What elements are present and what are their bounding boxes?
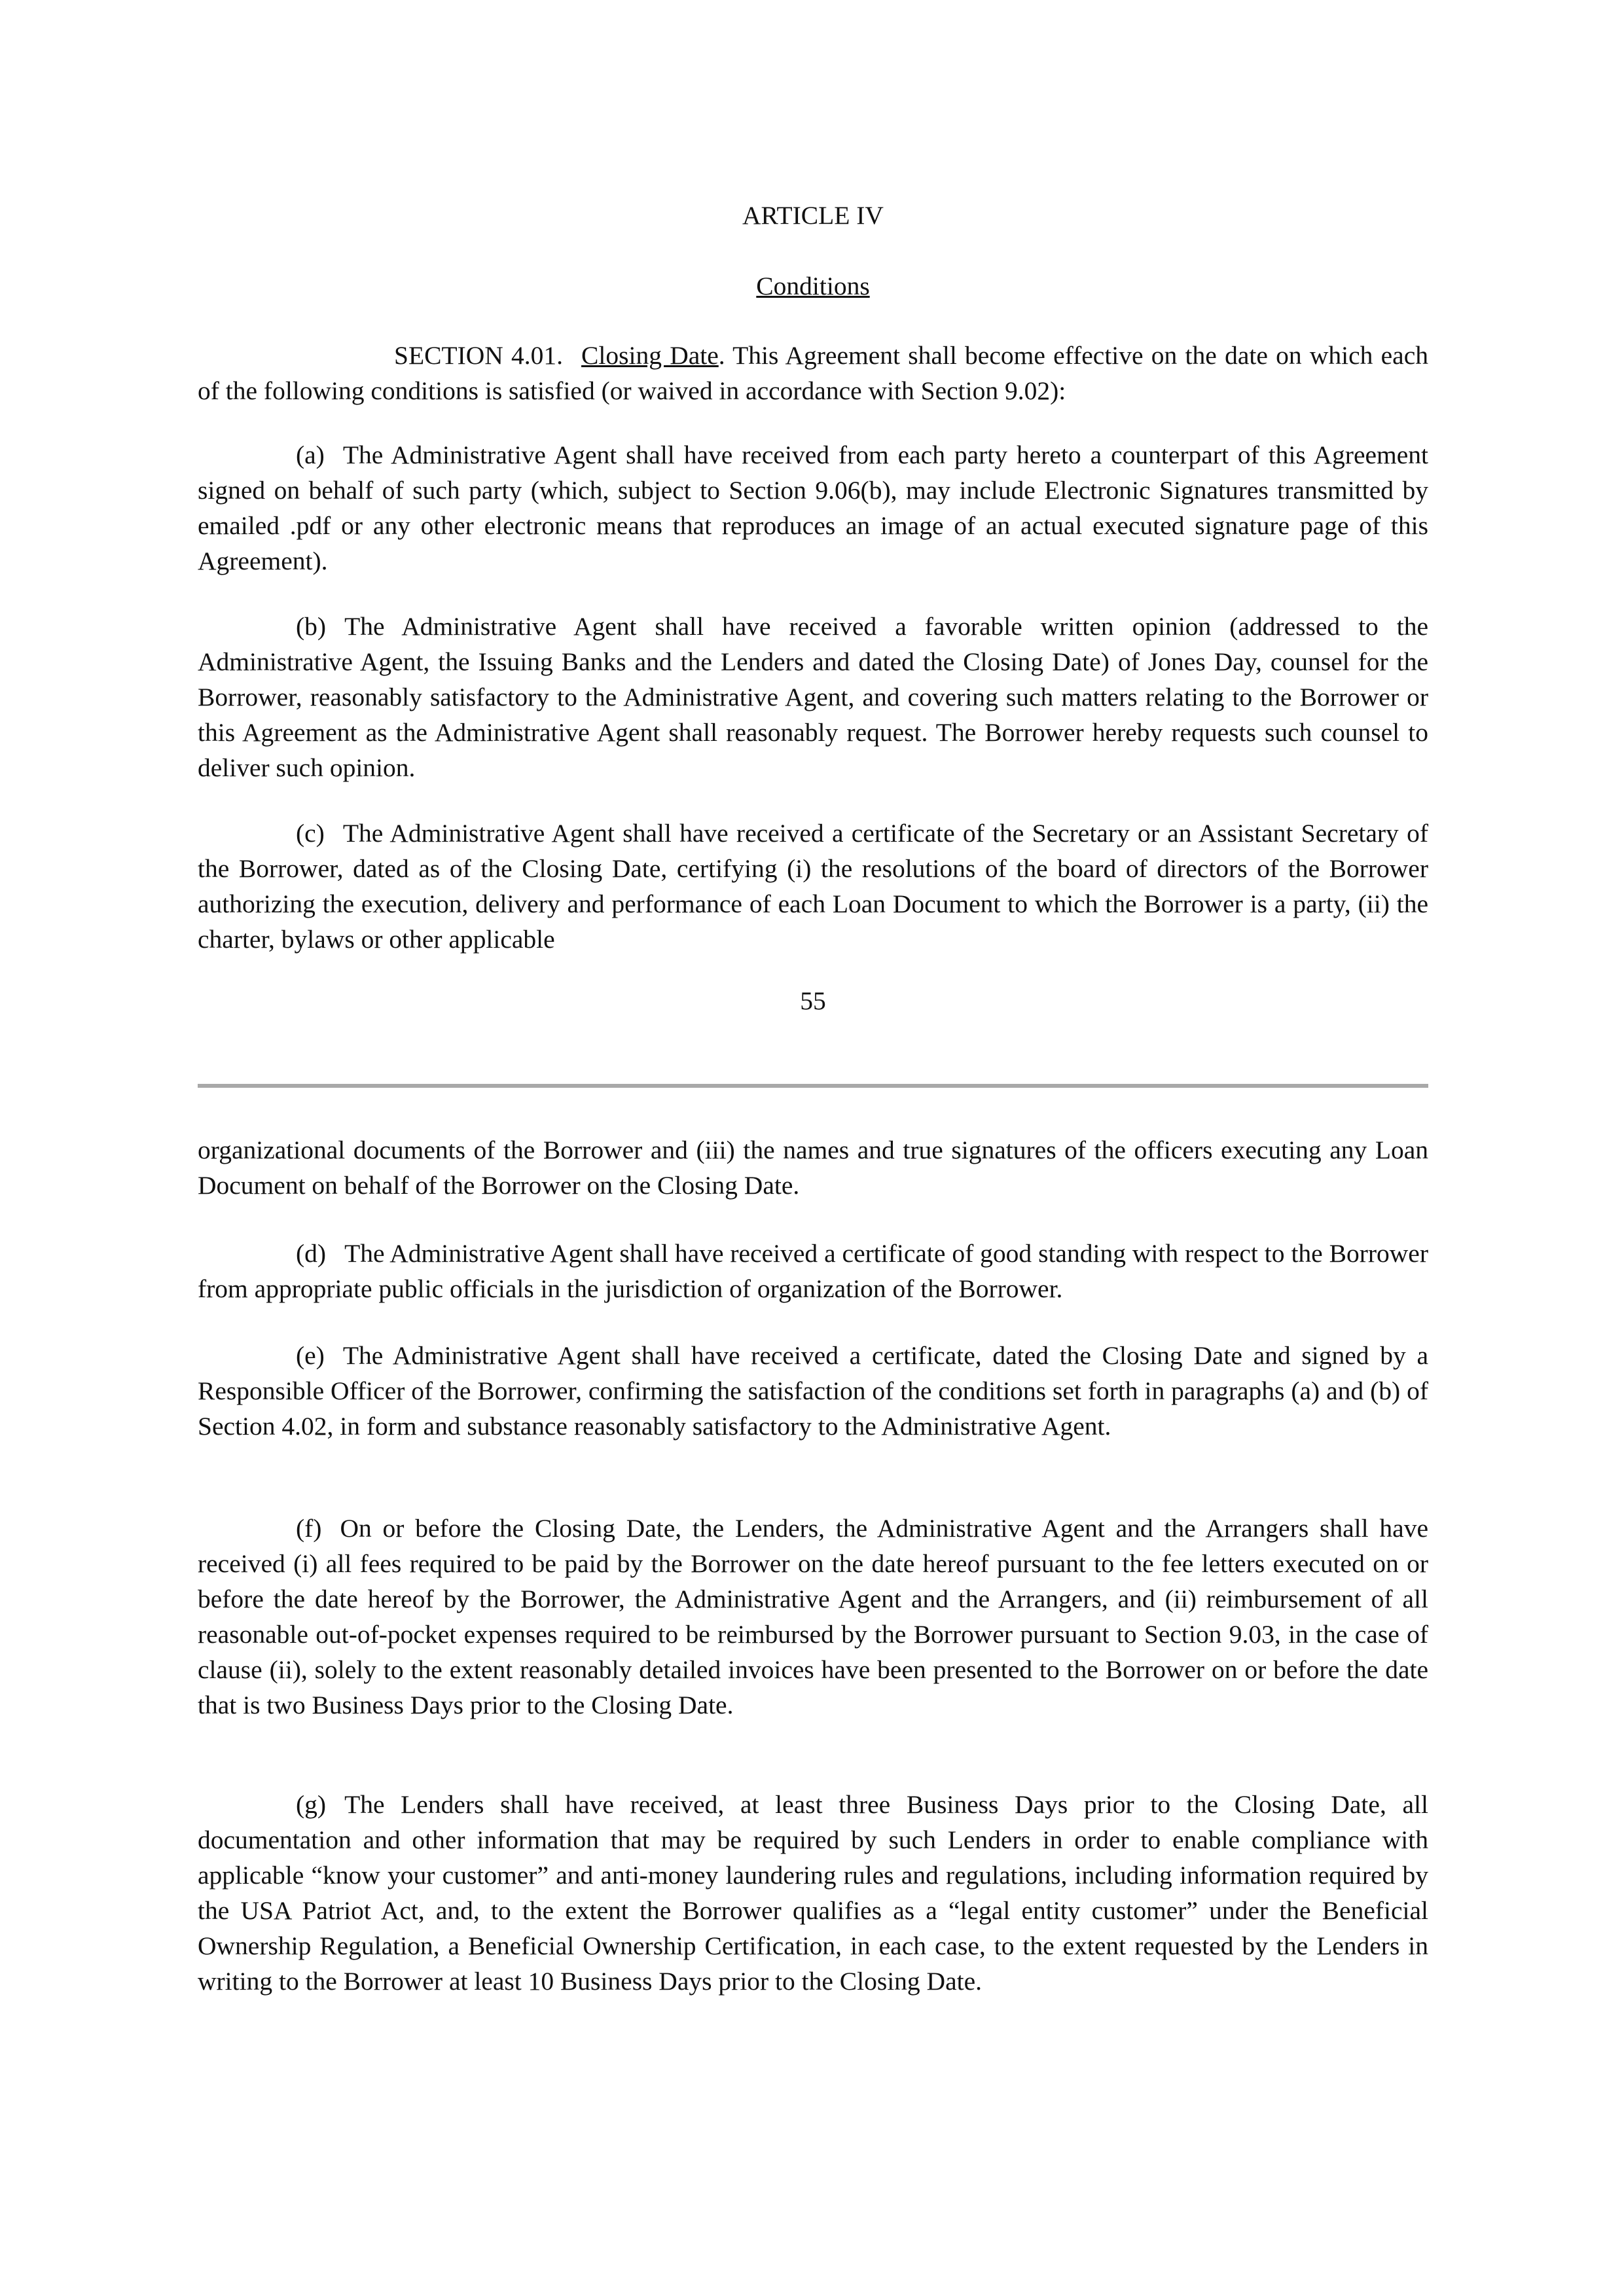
paragraph-e xyxy=(198,1338,1428,1444)
paragraph-text: The Administrative Agent shall have received from each party hereto a counterpart of this Agreement signed on behalf of such party (which, subject to Section 9.06(b), may include Electronic Signatures transmitted by emailed .pdf or any other electronic means that reproduces an image of an actual executed signature page of this Agreement). xyxy=(198,440,1428,575)
paragraph-label: (c) xyxy=(296,819,325,848)
page-separator xyxy=(198,1084,1428,1088)
paragraph-text: The Lenders shall have received, at least three Business Days prior to the Closing Date, all documentation and other information that may be required by such Lenders in order to enable compliance with applicable “know your customer” and anti-money laundering rules and regulations, including information required by the USA Patriot Act, and, to the extent the Borrower qualifies as a “legal entity customer” under the Beneficial Ownership Regulation, a Beneficial Ownership Certification, in each case, to the extent requested by the Lenders in writing to the Borrower at least 10 Business Days prior to the Closing Date. xyxy=(198,1790,1428,1996)
paragraph-text: The Administrative Agent shall have received a certificate, dated the Closing Date and signed by a Responsible Officer of the Borrower, confirming the satisfaction of the conditions set forth in paragraphs (a) and (b) of Section 4.02, in form and substance reasonably satisfactory to the Administrative Agent. xyxy=(198,1341,1428,1441)
page-number: 55 xyxy=(800,986,826,1015)
paragraph-d xyxy=(198,1236,1428,1306)
paragraph-g xyxy=(198,1787,1428,1999)
paragraph-text: On or before the Closing Date, the Lenders, the Administrative Agent and the Arrangers shall have received (i) all fees required to be paid by the Borrower on the date hereof pursuant to the fee letters executed on or before the date hereof by the Borrower, the Administrative Agent and the Arrangers, and (ii) reimbursement of all reasonable out-of-pocket expenses required to be reimbursed by the Borrower pursuant to Section 9.03, in the case of clause (ii), solely to the extent reasonably detailed invoices have been presented to the Borrower on or before the date that is two Business Days prior to the Closing Date. xyxy=(198,1514,1428,1719)
paragraph-label: (b) xyxy=(296,612,327,641)
section-4-01-intro xyxy=(198,338,1428,408)
paragraph-label: (a) xyxy=(296,440,325,469)
paragraph-c xyxy=(198,816,1428,957)
paragraph-a xyxy=(198,437,1428,579)
section-intro-text: . This Agreement shall become effective on the date on which each of the following conditions is satisfied (or waived in accordance with Section 9.02): xyxy=(198,341,1428,405)
paragraph-label: (e) xyxy=(296,1341,325,1370)
paragraph-b xyxy=(198,609,1428,785)
article-subtitle-text: Conditions xyxy=(756,272,870,300)
continuation-text: organizational documents of the Borrower and (iii) the names and true signatures of the officers executing any Loan Document on behalf of the Borrower on the Closing Date. xyxy=(198,1136,1428,1200)
article-subtitle xyxy=(198,268,1428,304)
section-number: SECTION 4.01. xyxy=(394,341,564,370)
paragraph-f xyxy=(198,1511,1428,1723)
section-heading: Closing Date xyxy=(581,341,719,370)
paragraph-text: The Administrative Agent shall have received a favorable written opinion (addressed to the Administrative Agent, the Issuing Banks and the Lenders and dated the Closing Date) of Jones Day, counsel for the Borrower, reasonably satisfactory to the Administrative Agent, and covering such matters relating to the Borrower or this Agreement as the Administrative Agent shall reasonably request. The Borrower hereby requests such counsel to deliver such opinion. xyxy=(198,612,1428,782)
paragraph-text: The Administrative Agent shall have received a certificate of good standing with respect to the Borrower from appropriate public officials in the jurisdiction of organization of the Borrower. xyxy=(198,1239,1428,1303)
paragraph-text: The Administrative Agent shall have received a certificate of the Secretary or an Assistant Secretary of the Borrower, dated as of the Closing Date, certifying (i) the resolutions of the board of directors of the Borrower authorizing the execution, delivery and performance of each Loan Document to which the Borrower is a party, (ii) the charter, bylaws or other applicable xyxy=(198,819,1428,954)
paragraph-label: (f) xyxy=(296,1514,322,1543)
article-title: ARTICLE IV xyxy=(742,201,884,230)
paragraph-label: (d) xyxy=(296,1239,327,1268)
paragraph-label: (g) xyxy=(296,1790,327,1819)
